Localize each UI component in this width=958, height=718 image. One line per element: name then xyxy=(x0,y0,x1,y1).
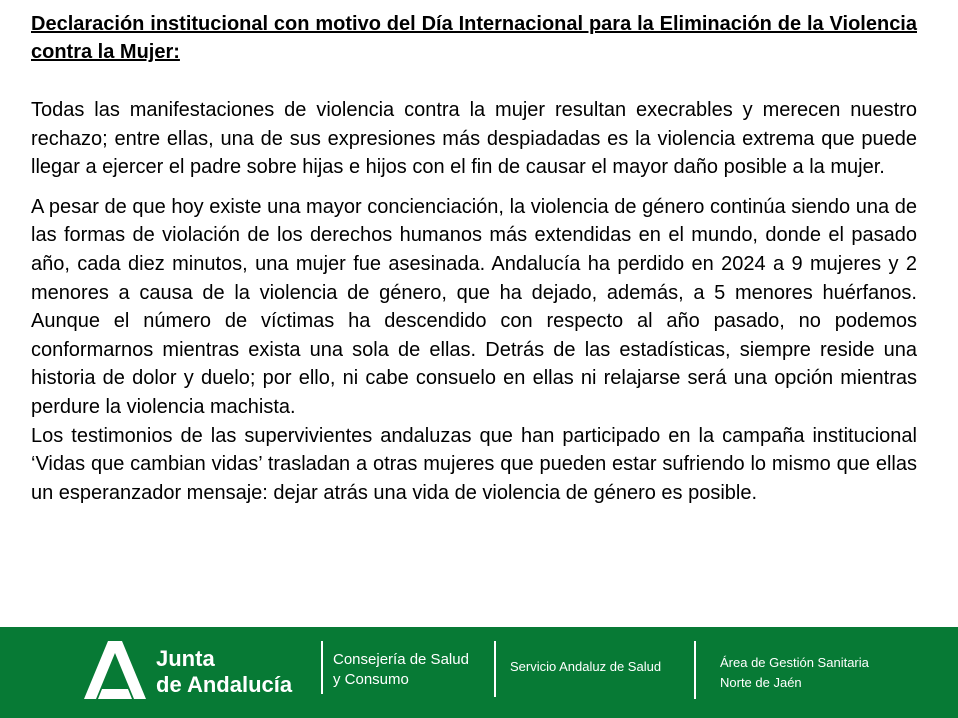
area-line-1: Área de Gestión Sanitaria xyxy=(720,655,869,670)
brand-line-1: Junta xyxy=(156,646,215,671)
consejeria-line-2: y Consumo xyxy=(333,671,409,688)
brand-line-2: de Andalucía xyxy=(156,672,293,697)
footer-divider xyxy=(321,641,323,694)
paragraph-2: A pesar de que hoy existe una mayor concienciación, la violencia de género continúa siendo una de las formas de violación de los derechos humanos más extendidas en el mundo, donde el pasado año, cada diez minutos, una mujer fue asesinada. Andalucía ha perdido en 2024 a 9 mujeres y 2 menores a causa de la violencia de género, que ha dejado, además, a 5 menores huérfanos. Aunque el número de víctimas ha descendido con respecto al año pasado, no podemos conformarnos mientras exista una sola de ellas. Detrás de las estadísticas, siempre reside una historia de dolor y duelo; por ello, ni cabe consuelo en ellas ni relajarse será una opción mientras perdure la violencia machista. xyxy=(31,195,917,418)
area-line-2: Norte de Jaén xyxy=(720,675,802,690)
paragraph-3: Los testimonios de las supervivientes andaluzas que han participado en la campaña institucional ‘Vidas que cambian vidas’ trasladan a otras mujeres que pueden estar sufriendo lo mismo que ellas un esperanzador mensaje: dejar atrás una vida de violencia de género es posible. xyxy=(31,424,917,504)
area-gestion-label xyxy=(720,653,869,693)
document-body xyxy=(31,10,917,507)
junta-de-andalucia-logo-icon xyxy=(84,641,146,699)
footer-divider xyxy=(494,641,496,697)
servicio-andaluz-label: Servicio Andaluz de Salud xyxy=(510,659,662,674)
brand-name xyxy=(156,646,292,698)
paragraph-1: Todas las manifestaciones de violencia contra la mujer resultan execrables y merecen nuestro rechazo; entre ellas, una de sus expresiones más despiadadas es la violencia extrema que puede llegar a ejercer el padre sobre hijas e hijos con el fin de causar el mayor daño posible a la mujer. xyxy=(31,99,917,179)
footer-divider xyxy=(694,641,696,699)
consejeria-label xyxy=(333,650,469,690)
institutional-footer xyxy=(0,627,958,718)
consejeria-line-1: Consejería de Salud xyxy=(333,651,469,668)
document-title: Declaración institucional con motivo del Día Internacional para la Eliminación de la Violencia contra la Mujer: xyxy=(31,13,917,63)
